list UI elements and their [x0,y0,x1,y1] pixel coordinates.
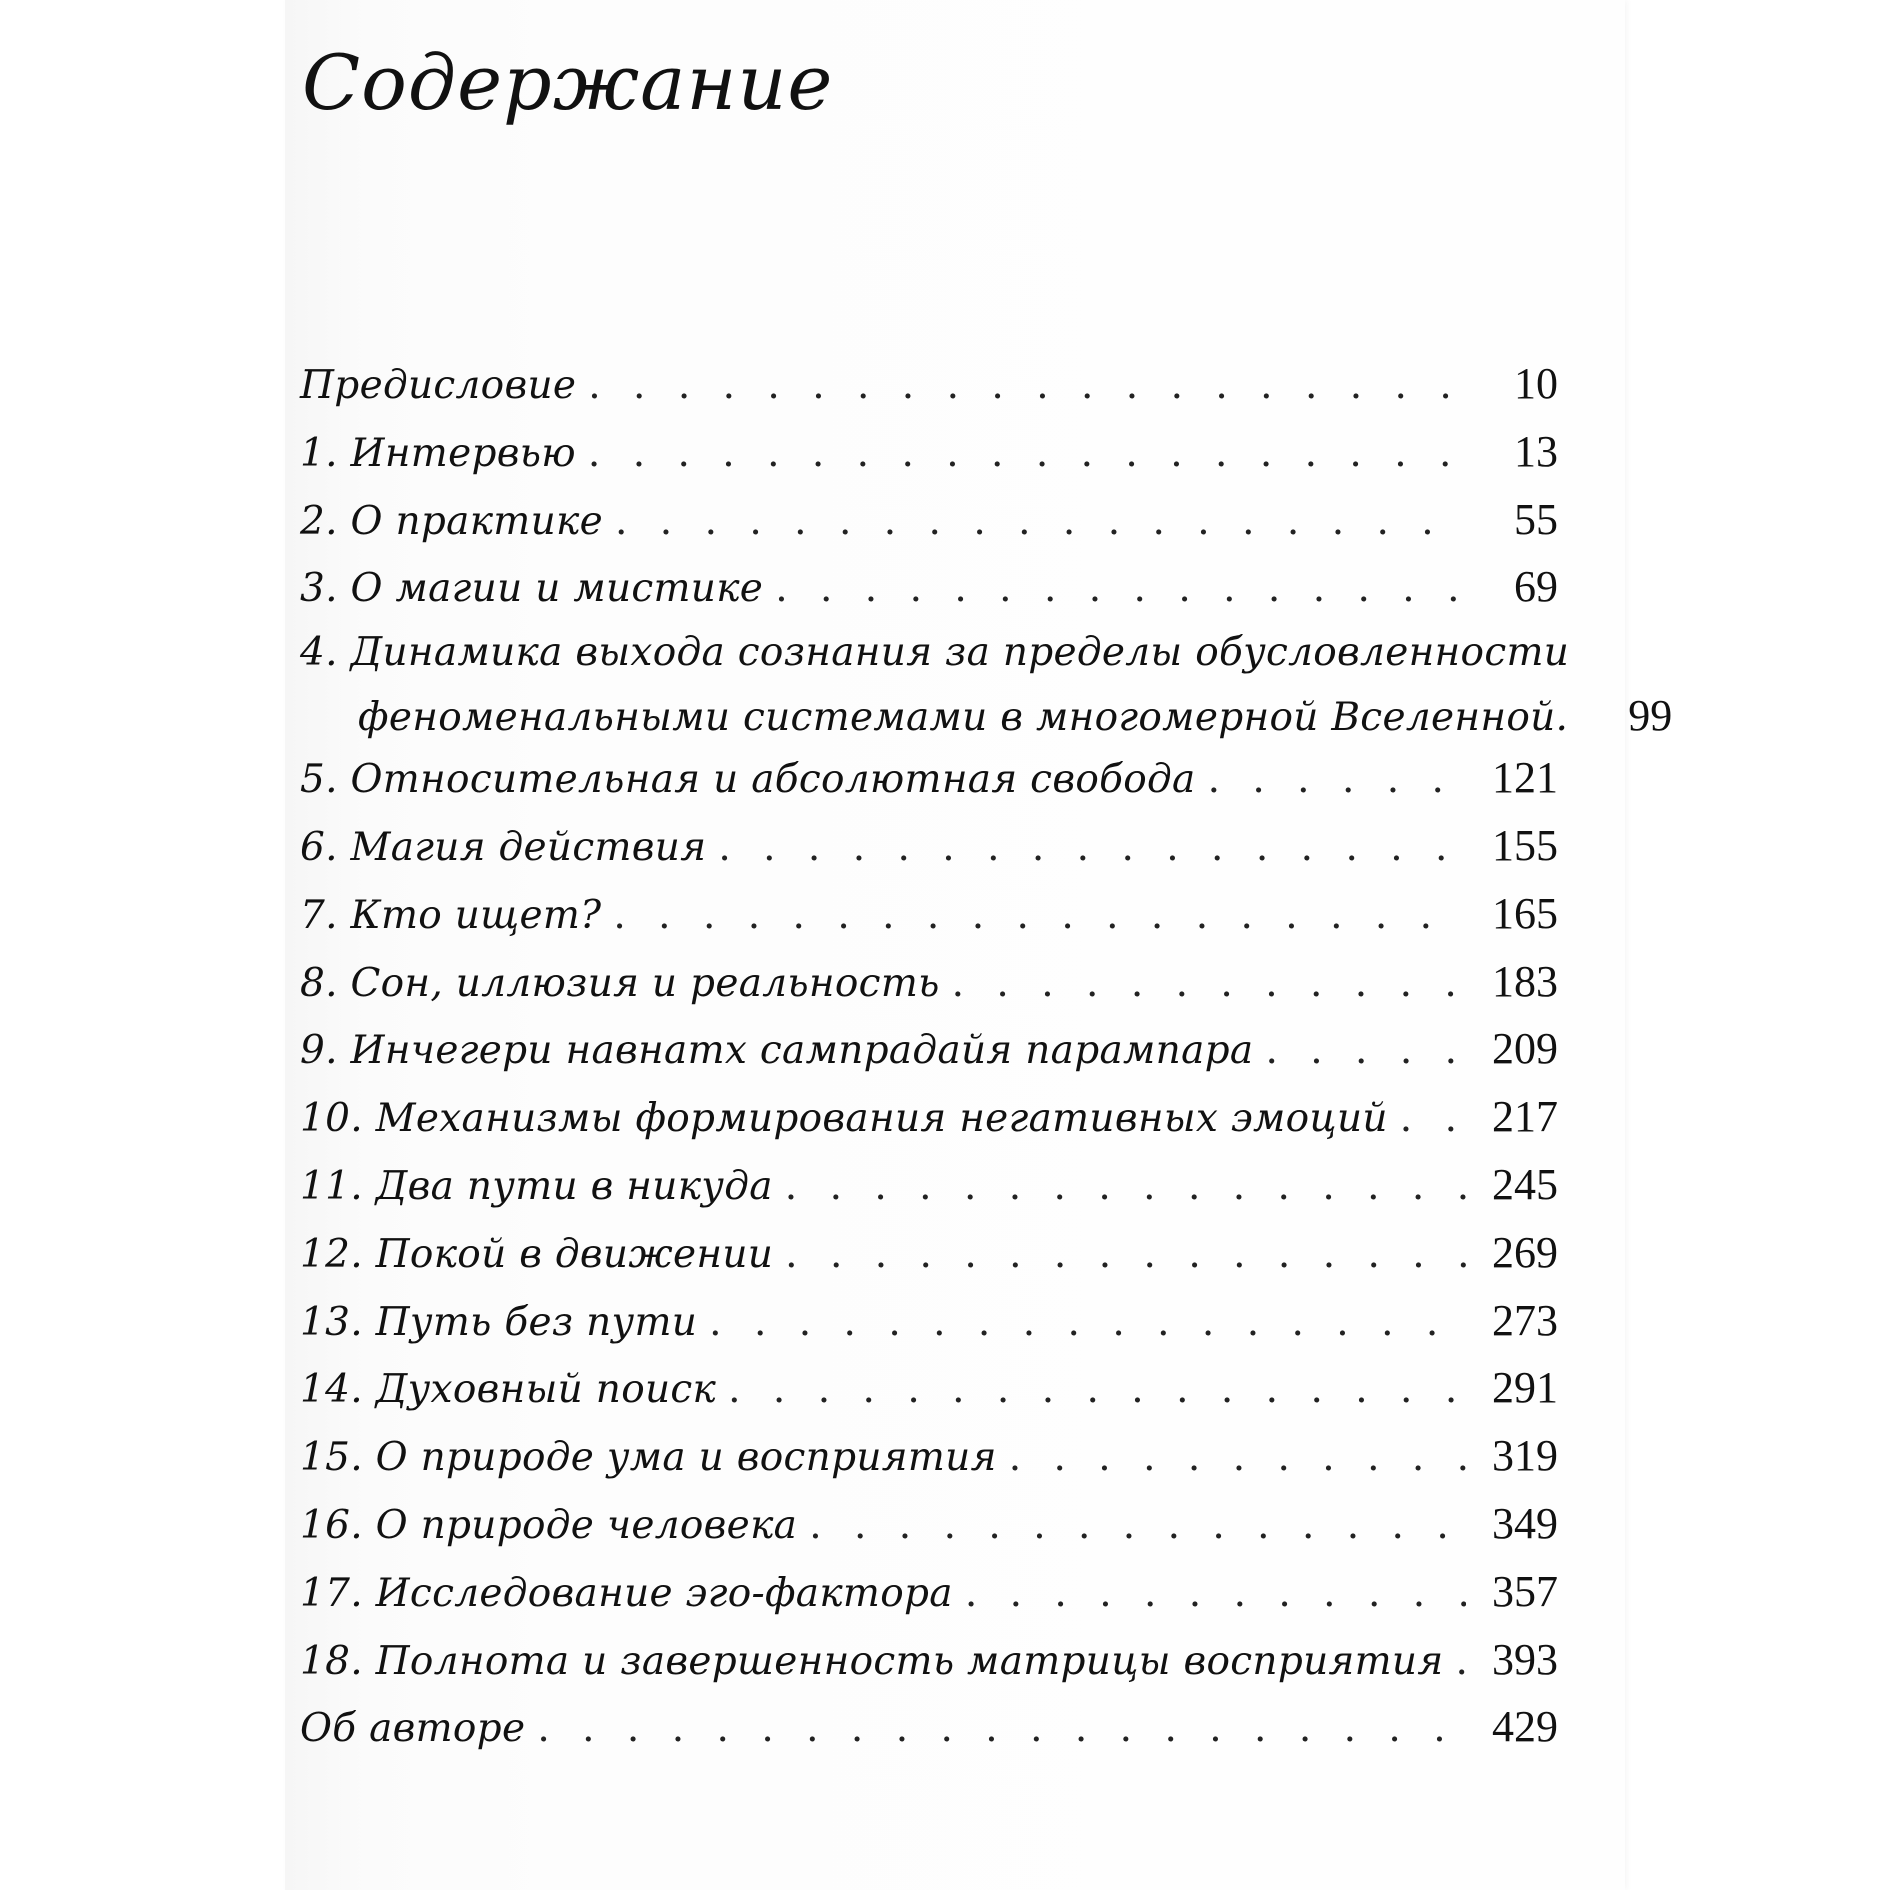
toc-entry [300,1024,1558,1095]
dot-leader [952,964,1466,1003]
toc-entry [300,1363,1558,1434]
toc-entry-label: 17. Исследование эго-фактора [300,1570,953,1616]
toc-page-number: 217 [1492,1092,1558,1142]
dot-leader [709,1303,1466,1342]
toc-entry [300,494,1558,566]
toc-entry [300,1295,1558,1367]
toc-entry-label: 16. О природе человека [300,1502,798,1548]
toc-page-number: 165 [1492,888,1558,938]
toc-page-number: 13 [1514,426,1558,476]
toc-page-number: 69 [1514,562,1558,612]
dot-leader [785,1167,1466,1206]
toc-entry [300,1159,1558,1231]
toc-entry-label: Предисловие [300,363,577,408]
toc-page-number: 357 [1492,1566,1558,1616]
toc-entry [300,1498,1558,1570]
toc-page-number: 269 [1492,1227,1558,1277]
dot-leader [718,828,1466,867]
dot-leader [728,1370,1466,1409]
toc-entry-label: 6. Магия действия [300,824,707,870]
toc-entry-label: 10. Механизмы формирования негативных эмоций [300,1096,1388,1142]
dot-leader [613,896,1466,935]
dot-leader [809,1506,1466,1545]
toc-entry [300,820,1558,892]
dot-leader [965,1574,1466,1613]
toc-page-number: 55 [1514,494,1558,544]
dot-leader [1265,1031,1466,1070]
toc-entry-label: 14. Духовный поиск [300,1367,717,1413]
toc-entry-label: 2. О практике [300,498,603,544]
toc-page-number: 319 [1492,1431,1558,1481]
toc-entry-label: Об авторе [300,1706,526,1752]
toc-page-number: 429 [1492,1702,1558,1752]
toc-page-number: 10 [1514,359,1558,408]
dot-leader [1400,1099,1466,1138]
toc-entry-label: 11. Два пути в никуда [300,1163,773,1209]
dot-leader [588,434,1466,473]
toc-page-number: 155 [1492,820,1558,870]
dot-leader [775,569,1466,608]
toc-entry-label: 5. Относительная и абсолютная свобода [300,757,1196,803]
toc-entry-label-continued: феноменальными системами в многомерной Вселенной. [358,695,1569,741]
toc-entry-label: 8. Сон, иллюзия и реальность [300,960,940,1006]
dot-leader [785,1235,1466,1274]
toc-entry-label: 1. Интервью [300,430,576,476]
toc-entry [300,753,1558,824]
toc-entry [300,562,1558,633]
toc-entry [300,956,1558,1028]
dot-leader [588,366,1466,405]
toc-page-number: 209 [1492,1024,1558,1074]
toc-entry [300,630,1673,756]
toc-entry [300,359,1558,430]
dot-leader [1208,760,1466,799]
toc-entry-label: 12. Покой в движении [300,1231,774,1277]
toc-entry-label: 15. О природе ума и восприятия [300,1435,997,1481]
toc-entry [300,1092,1558,1163]
dot-leader [537,1709,1466,1748]
toc-entry [300,426,1558,498]
toc-page-number: 273 [1492,1295,1558,1345]
toc-entry [300,1431,1558,1502]
toc-entry [300,1634,1558,1706]
page-title: Содержание [302,38,834,127]
toc-entry [300,1227,1558,1299]
table-of-contents [300,359,1673,1773]
toc-entry-label: 18. Полнота и завершенность матрицы восприятия [300,1638,1444,1684]
toc-page-number: 393 [1492,1634,1558,1684]
dot-leader [615,502,1466,541]
toc-entry [300,1566,1558,1638]
dot-leader [1009,1438,1466,1477]
toc-page-number: 349 [1492,1498,1558,1548]
toc-entry-label: 9. Инчегери навнатх сампрадайя парампара [300,1028,1254,1074]
dot-leader [1455,1642,1466,1681]
toc-page-number: 183 [1492,956,1558,1006]
toc-entry [300,888,1558,960]
toc-page-number: 121 [1492,753,1558,803]
toc-entry-label: 13. Путь без пути [300,1299,698,1345]
toc-entry-label: 3. О магии и мистике [300,566,764,612]
toc-page-number: 291 [1492,1363,1558,1413]
toc-page-number: 245 [1492,1159,1558,1209]
toc-entry-label: 7. Кто ищет? [300,892,602,938]
toc-entry-label: 4. Динамика выхода сознания за пределы обусловленности [300,630,1570,676]
toc-page-number: 99 [1628,691,1673,741]
toc-entry [300,1702,1558,1773]
